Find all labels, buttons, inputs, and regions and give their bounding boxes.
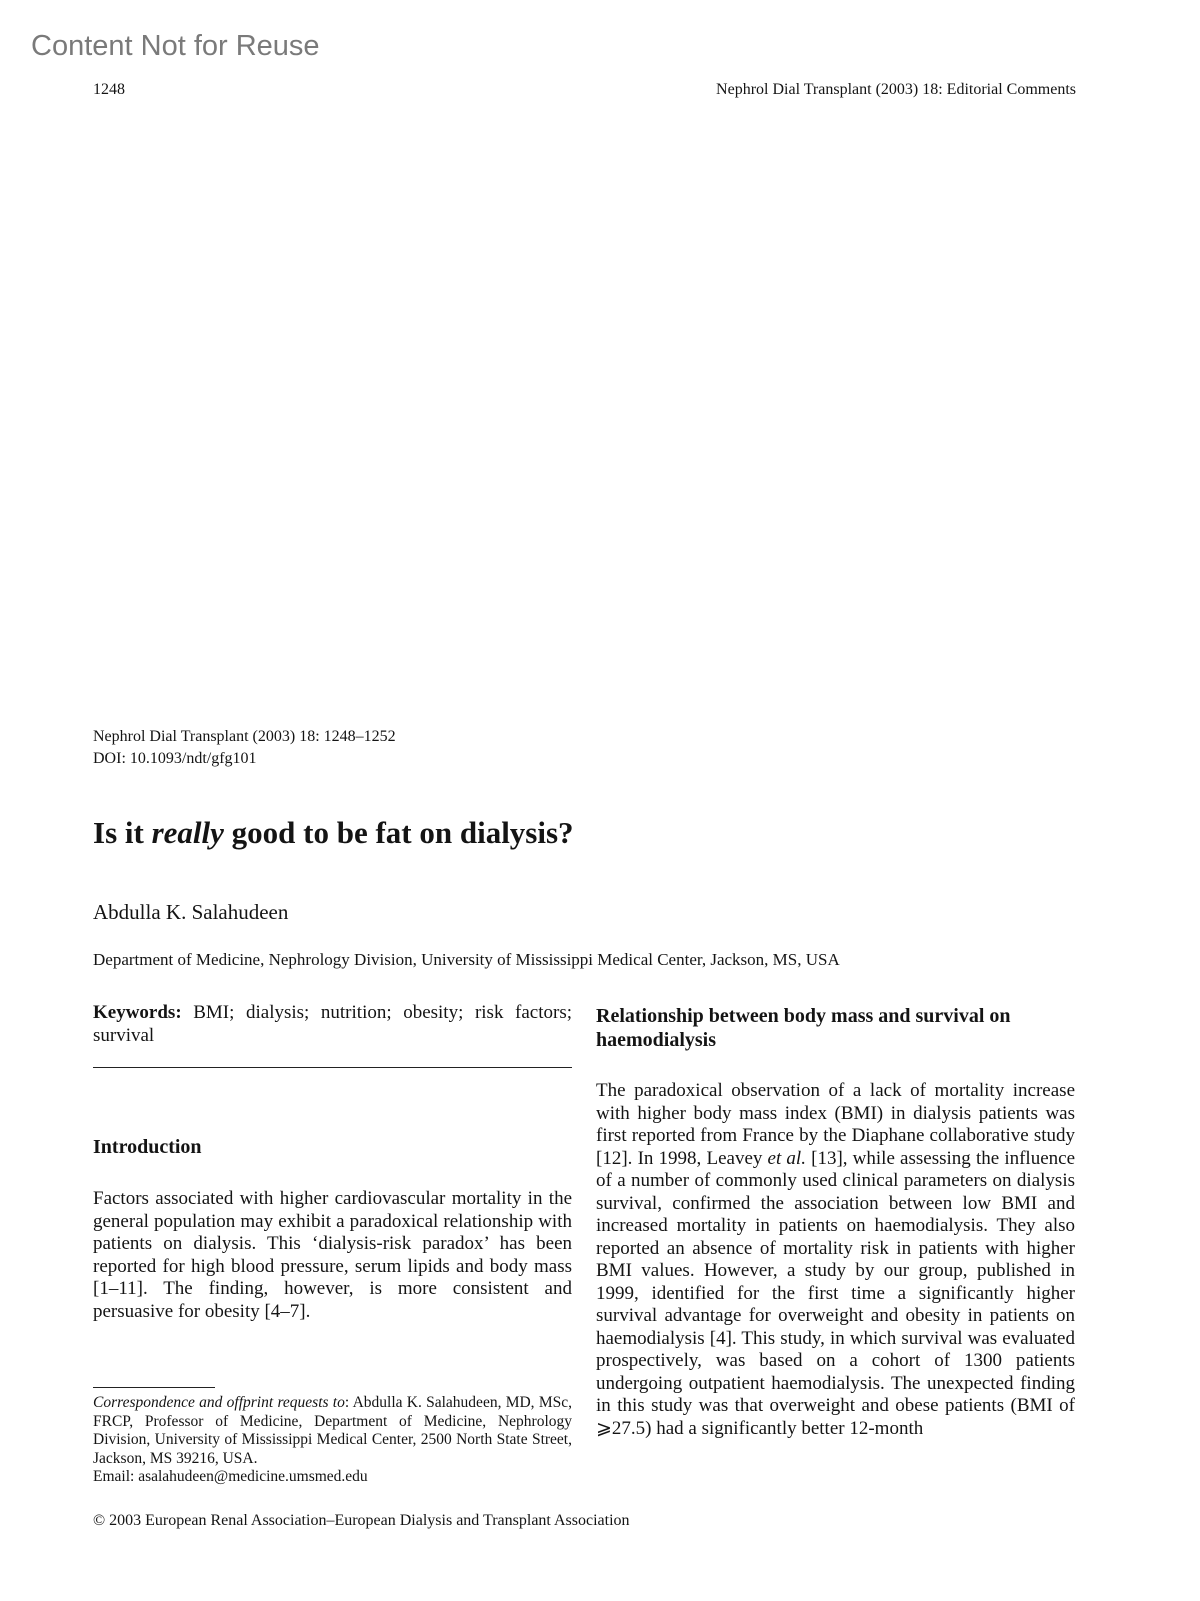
- footnote-divider: [93, 1387, 215, 1388]
- introduction-heading: Introduction: [93, 1136, 202, 1158]
- title-part: good to be fat on dialysis?: [223, 815, 574, 850]
- footnote-email[interactable]: Email: asalahudeen@medicine.umsmed.edu: [93, 1468, 368, 1485]
- title-part: Is it: [93, 815, 152, 850]
- keywords-divider: [93, 1067, 572, 1068]
- running-header-journal: Nephrol Dial Transplant (2003) 18: Editorial Comments: [716, 81, 1076, 98]
- footnote-lead: Correspondence and offprint requests to: [93, 1394, 345, 1411]
- author-affiliation: Department of Medicine, Nephrology Division, University of Mississippi Medical Center, Jackson, MS, USA: [93, 950, 840, 969]
- keywords: [93, 1002, 572, 1047]
- body-text: The paradoxical observation of a lack of mortality increase with higher body mass index (BMI) in dialysis patients was first reported from France by the Diaphane collaborative study [12]. In 1998, Leavey: [596, 1080, 1075, 1169]
- citation-doi: DOI: 10.1093/ndt/gfg101: [93, 750, 257, 767]
- citation-reference: Nephrol Dial Transplant (2003) 18: 1248–1252: [93, 728, 396, 745]
- section-heading: Relationship between body mass and survival on haemodialysis: [596, 1005, 1011, 1051]
- section-body: [596, 1080, 1075, 1440]
- body-text: [13], while assessing the influence of a number of commonly used clinical parameters on dialysis survival, confirmed the association between low BMI and increased mortality in patients on haemodialysis. They also reported an absence of mortality risk in patients with higher BMI values. However, a study by our group, published in 1999, identified for the first time a significantly higher survival advantage for overweight and obesity in patients on haemodialysis [4]. This study, in which survival was evaluated prospectively, was based on a cohort of 1300 patients undergoing outpatient haemodialysis. The unexpected finding in this study was that overweight and obese patients (BMI of ⩾27.5) had a significantly better 12-month: [596, 1147, 1075, 1439]
- footnote-text: : Abdulla K. Salahudeen, MD, MSc, FRCP, Professor of Medicine, Department of Medicine, Nephrology Division, University of Mississippi Medical Center, 2500 North State Street, Jackson, MS 39216, USA.: [93, 1394, 572, 1467]
- author-name: Abdulla K. Salahudeen: [93, 900, 289, 924]
- page-number: 1248: [93, 81, 125, 98]
- correspondence-footnote: [93, 1394, 572, 1487]
- keywords-label: Keywords:: [93, 1002, 182, 1023]
- introduction-body: Factors associated with higher cardiovascular mortality in the general population may exhibit a paradoxical relationship with patients on dialysis. This ‘dialysis-risk paradox’ has been reported for high blood pressure, serum lipids and body mass [1–11]. The finding, however, is more consistent and persuasive for obesity [4–7].: [93, 1188, 572, 1322]
- title-emphasis: really: [151, 815, 224, 850]
- body-italic: et al.: [767, 1147, 806, 1169]
- watermark: Content Not for Reuse: [31, 30, 320, 62]
- copyright: © 2003 European Renal Association–European Dialysis and Transplant Association: [93, 1512, 630, 1529]
- keywords-text: BMI; dialysis; nutrition; obesity; risk factors; survival: [93, 1002, 572, 1046]
- article-title: [93, 817, 574, 848]
